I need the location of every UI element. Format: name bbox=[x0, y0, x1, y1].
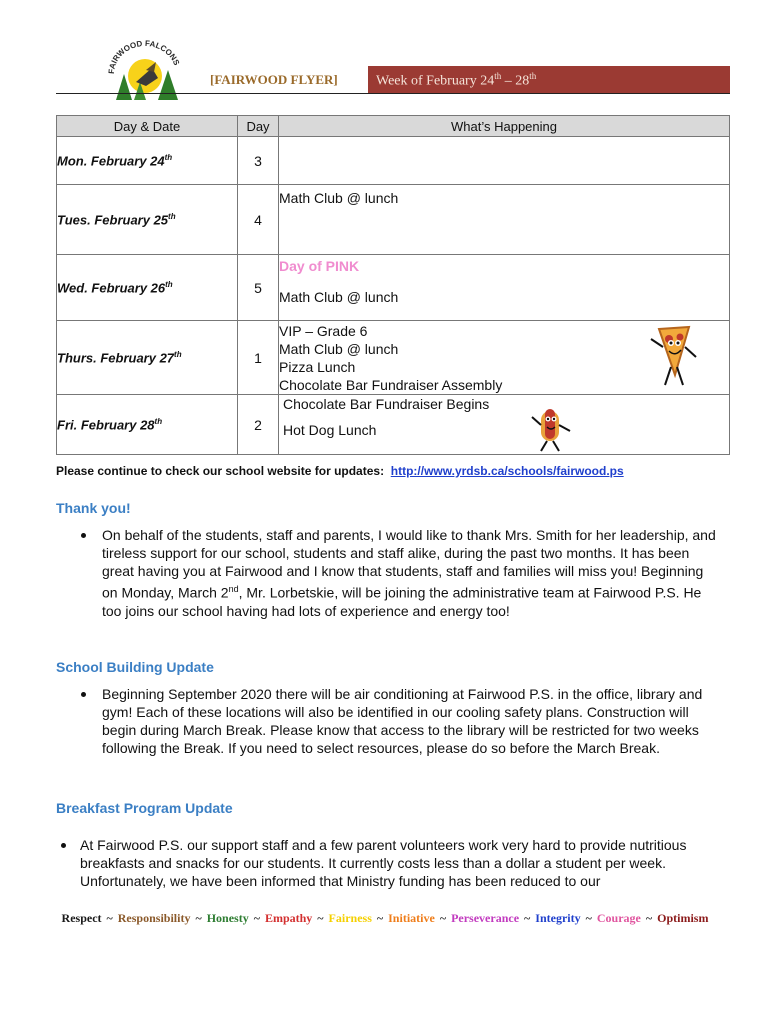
value-separator: ~ bbox=[317, 911, 324, 925]
value-respect: Respect bbox=[61, 911, 102, 925]
value-empathy: Empathy bbox=[264, 911, 313, 925]
col-header-happening: What’s Happening bbox=[279, 116, 730, 137]
header-rule bbox=[56, 93, 730, 94]
bullet-icon bbox=[81, 533, 86, 538]
row-events bbox=[279, 255, 730, 321]
value-optimism: Optimism bbox=[657, 911, 709, 925]
row-date: Wed. February 26th bbox=[57, 255, 238, 321]
table-row bbox=[57, 321, 730, 395]
table-row bbox=[57, 395, 730, 455]
value-courage: Courage bbox=[596, 911, 641, 925]
table-row bbox=[57, 185, 730, 255]
row-day: 4 bbox=[238, 185, 279, 255]
pizza-mascot-icon bbox=[647, 323, 699, 389]
bullet-icon bbox=[61, 843, 66, 848]
breakfast-update-paragraph: At Fairwood P.S. our support staff and a few parent volunteers work very hard to provide nutritious breakfasts and snacks for our students. It currently costs less than a dollar a student per week. Unfortunately, we have been informed that Ministry funding has been reduced to our bbox=[80, 837, 687, 889]
row-events bbox=[279, 321, 730, 395]
section-title-breakfast-update: Breakfast Program Update bbox=[56, 800, 233, 816]
event-item: Math Club @ lunch bbox=[279, 340, 399, 357]
value-separator: ~ bbox=[585, 911, 592, 925]
building-update-paragraph: Beginning September 2020 there will be air conditioning at Fairwood P.S. in the office, library and gym! Each of these locations will also be identified in our cooling safety plans. Construction will begin during March Break. Please know that access to the library will be restricted for two weeks following the Break. If you need to select resources, please do so before the March Break. bbox=[102, 686, 703, 756]
schedule-table bbox=[56, 115, 730, 455]
value-separator: ~ bbox=[253, 911, 260, 925]
col-header-date: Day & Date bbox=[57, 116, 238, 137]
table-header-row bbox=[57, 116, 730, 137]
event-item: Hot Dog Lunch bbox=[283, 422, 377, 438]
event-item: Math Club @ lunch bbox=[279, 190, 399, 206]
row-day: 3 bbox=[238, 137, 279, 185]
value-separator: ~ bbox=[195, 911, 202, 925]
logo-arc-text: FAIRWOOD FALCONS bbox=[106, 40, 182, 75]
row-day: 1 bbox=[238, 321, 279, 395]
row-day: 5 bbox=[238, 255, 279, 321]
section-title-building-update: School Building Update bbox=[56, 659, 214, 675]
day-of-pink-label: Day of PINK bbox=[279, 258, 360, 274]
table-row bbox=[57, 137, 730, 185]
value-separator: ~ bbox=[645, 911, 653, 925]
thank-you-paragraph: On behalf of the students, staff and parents, I would like to thank Mrs. Smith for her leadership, and tireless support for our school, students and staff alike, during the past two months. It has been great having you at Fairwood and I know that students, staff and families will miss you! Beginning on Monday, March 2nd, Mr. Lorbetskie, will be joining the administrative team at Fairwood P.S. He too joins our school having had lots of experience and energy too! bbox=[102, 527, 716, 619]
event-item: VIP – Grade 6 bbox=[279, 322, 368, 339]
value-separator: ~ bbox=[439, 911, 447, 925]
value-perseverance: Perseverance bbox=[451, 911, 520, 925]
week-banner: Week of February 24th – 28th bbox=[368, 66, 730, 93]
hotdog-mascot-icon bbox=[529, 405, 573, 453]
row-date: Thurs. February 27th bbox=[57, 321, 238, 395]
website-note: Please continue to check our school website for updates: http://www.yrdsb.ca/schools/fairwood.ps bbox=[56, 464, 624, 478]
row-events bbox=[279, 137, 730, 185]
event-item: Pizza Lunch bbox=[279, 358, 356, 375]
col-header-day: Day bbox=[238, 116, 279, 137]
school-website-link[interactable]: http://www.yrdsb.ca/schools/fairwood.ps bbox=[390, 464, 624, 478]
value-integrity: Integrity bbox=[535, 911, 581, 925]
row-date: Fri. February 28th bbox=[57, 395, 238, 455]
value-separator: ~ bbox=[376, 911, 384, 925]
section-title-thank-you: Thank you! bbox=[56, 500, 131, 516]
values-footer bbox=[0, 911, 770, 926]
row-events bbox=[279, 395, 730, 455]
event-item: Chocolate Bar Fundraiser Assembly bbox=[279, 376, 503, 393]
row-day: 2 bbox=[238, 395, 279, 455]
row-date: Mon. February 24th bbox=[57, 137, 238, 185]
row-events bbox=[279, 185, 730, 255]
flyer-title: [FAIRWOOD FLYER] bbox=[210, 72, 338, 87]
value-separator: ~ bbox=[106, 911, 113, 925]
value-separator: ~ bbox=[524, 911, 531, 925]
value-fairness: Fairness bbox=[328, 911, 372, 925]
event-item: Math Club @ lunch bbox=[279, 289, 399, 305]
event-item: Chocolate Bar Fundraiser Begins bbox=[283, 396, 490, 412]
value-responsibility: Responsibility bbox=[117, 911, 191, 925]
row-date: Tues. February 25th bbox=[57, 185, 238, 255]
value-honesty: Honesty bbox=[206, 911, 249, 925]
value-initiative: Initiative bbox=[388, 911, 435, 925]
bullet-icon bbox=[81, 692, 86, 697]
table-row bbox=[57, 255, 730, 321]
